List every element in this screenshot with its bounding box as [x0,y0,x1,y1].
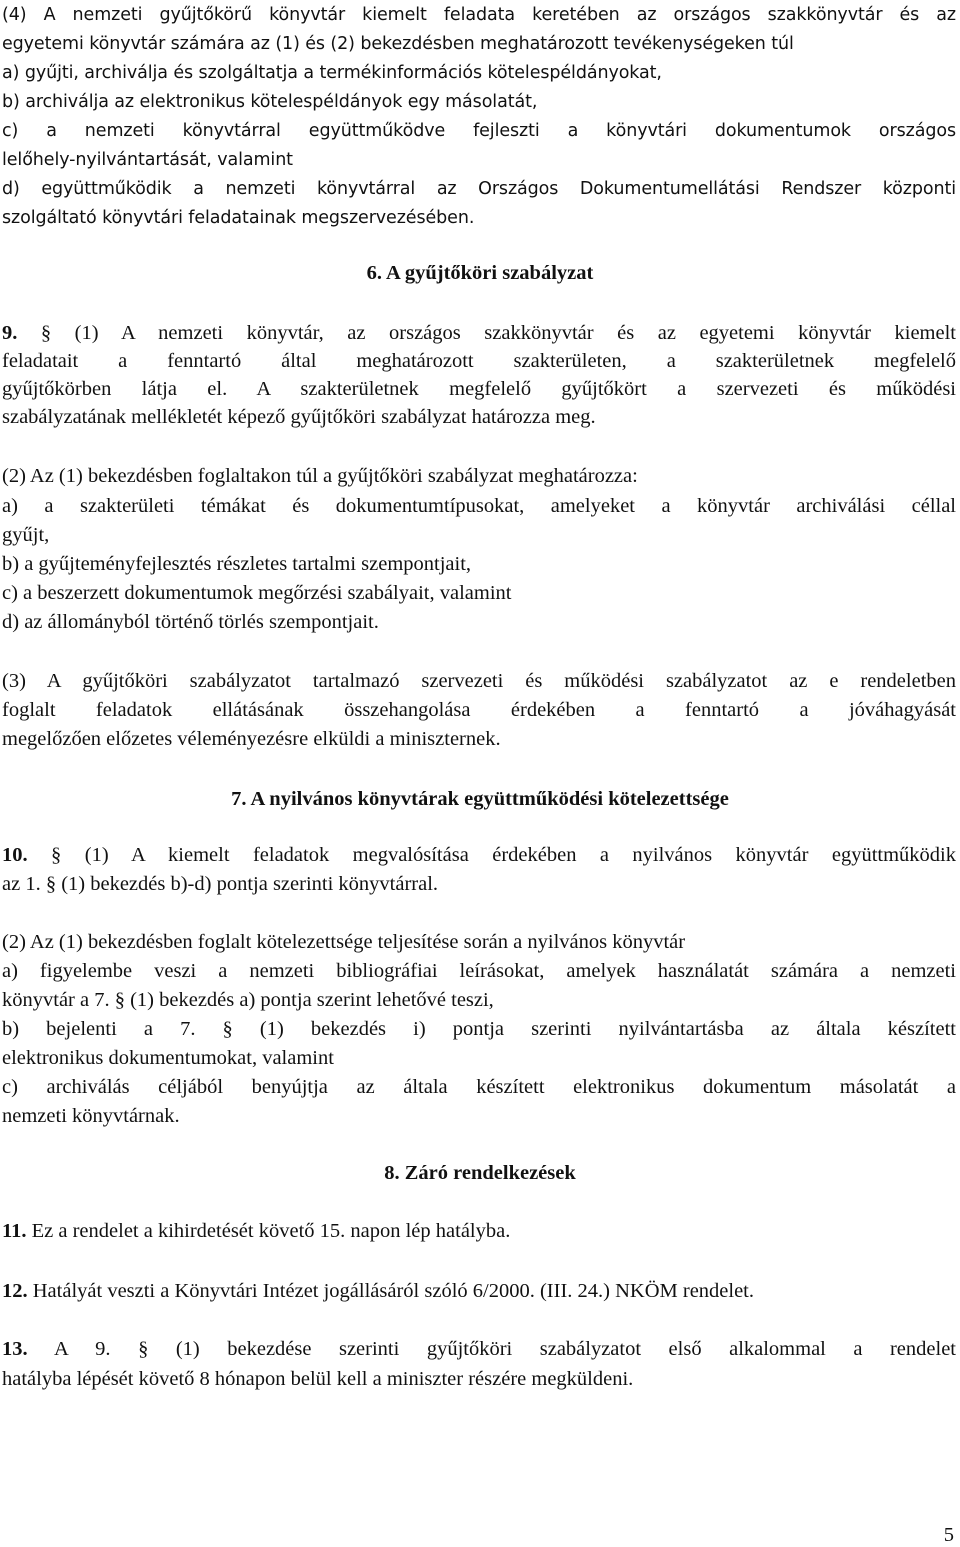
section-number: 10. [2,844,28,866]
text-line: hatályba lépését követő 8 hónapon belül kell a miniszter részére megküldeni. [2,1368,634,1390]
section-number: 9. [2,322,18,344]
text-line: c) archiválás céljából benyújtja az általa készített elektronikus dokumentum másolatát a [2,1076,956,1098]
section-number: 13. [2,1338,28,1360]
text-line: 10. § (1) A kiemelt feladatok megvalósítása érdekében a nyilvános könyvtár együttműködik [2,844,956,866]
text-line: d) az állományból történő törlés szempontjait. [2,611,379,633]
text-line: b) a gyűjteményfejlesztés részletes tartalmi szempontjait, [2,553,472,575]
text-line: 11. Ez a rendelet a kihirdetését követő 15. napon lép hatályba. [2,1220,511,1242]
text-line: (3) A gyűjtőköri szabályzatot tartalmazó szervezeti és működési szabályzatot az e rendeletben [2,670,956,692]
text-line: (2) Az (1) bekezdésben foglalt kötelezettsége teljesítése során a nyilvános könyvtár [2,931,686,953]
text-line: d) együttműködik a nemzeti könyvtárral az Országos Dokumentumellátási Rendszer központi [2,179,956,199]
text-line: szabályzatának mellékletét képező gyűjtőköri szabályzat határozza meg. [2,406,596,428]
text-line: a) gyűjti, archiválja és szolgáltatja a termékinformációs kötelespéldányokat, [2,63,662,83]
text-line: (2) Az (1) bekezdésben foglaltakon túl a gyűjtőköri szabályzat meghatározza: [2,465,638,487]
text-line: 13. A 9. § (1) bekezdése szerinti gyűjtőköri szabályzatot első alkalommal a rendelet [2,1338,956,1360]
text-line: gyűjtőkörben látja el. A szakterületnek megfelelő gyűjtőkört a szervezeti és működési [2,378,956,400]
section-number: 12. [2,1280,28,1302]
text-line: (4) A nemzeti gyűjtőkörű könyvtár kiemelt feladata keretében az országos szakkönyvtár és az [2,5,956,25]
text-line: c) a beszerzett dokumentumok megőrzési szabályait, valamint [2,582,512,604]
section-heading: 6. A gyűjtőköri szabályzat [366,262,594,284]
text-line: gyűjt, [2,524,50,546]
text-line: elektronikus dokumentumokat, valamint [2,1047,334,1069]
text-line: nemzeti könyvtárnak. [2,1105,180,1127]
text-line: b) archiválja az elektronikus kötelespéldányok egy másolatát, [2,92,538,112]
text-line: lelőhely-nyilvántartását, valamint [2,150,293,170]
section-heading: 8. Záró rendelkezések [384,1162,576,1184]
text-line: 9. § (1) A nemzeti könyvtár, az országos szakkönyvtár és az egyetemi könyvtár kiemelt [2,322,956,344]
text-line: foglalt feladatok ellátásának összehangolása érdekében a fenntartó a jóváhagyását [2,699,956,721]
section-number: 11. [2,1220,27,1242]
text-line: egyetemi könyvtár számára az (1) és (2) bekezdésben meghatározott tevékenységeken túl [2,34,794,54]
page-number: 5 [943,1524,954,1546]
text-line: szolgáltató könyvtári feladatainak megszervezésében. [2,208,475,228]
text-line: az 1. § (1) bekezdés b)-d) pontja szerinti könyvtárral. [2,873,439,895]
text-line: könyvtár a 7. § (1) bekezdés a) pontja szerint lehetővé teszi, [2,989,494,1011]
text-line: megelőzően előzetes véleményezésre elküldi a miniszternek. [2,728,501,750]
text-line: b) bejelenti a 7. § (1) bekezdés i) pontja szerinti nyilvántartásba az általa készített [2,1018,956,1040]
text-line: feladatait a fenntartó által meghatározott szakterületen, a szakterületnek megfelelő [2,350,956,372]
text-line: a) a szakterületi témákat és dokumentumtípusokat, amelyeket a könyvtár archiválási céllal [2,495,956,517]
text-line: a) figyelembe veszi a nemzeti bibliográfiai leírásokat, amelyek használatát számára a nemzeti [2,960,956,982]
text-line: 12. Hatályát veszti a Könyvtári Intézet jogállásáról szóló 6/2000. (III. 24.) NKÖM rendelet. [2,1280,755,1302]
section-heading: 7. A nyilvános könyvtárak együttműködési kötelezettsége [231,788,729,810]
text-line: c) a nemzeti könyvtárral együttműködve fejleszti a könyvtári dokumentumok országos [2,121,956,141]
